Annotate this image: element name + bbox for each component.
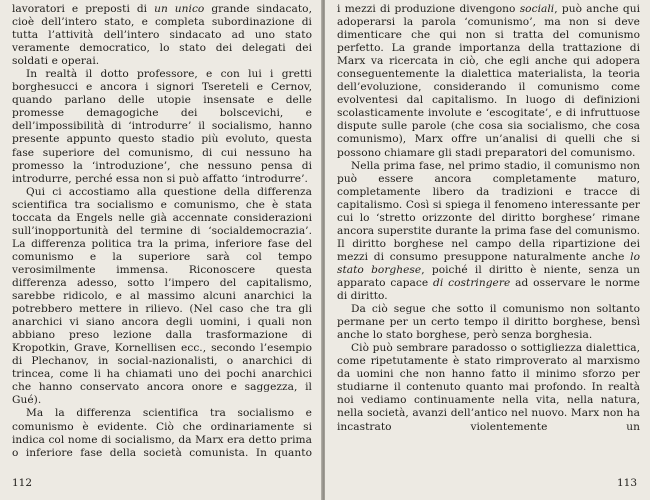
text-run: In realtà il dotto professore, e con lui i gretti borghesucci e ancora i signori Tsereteli e Cernov, quando parlano delle utopie insensate e delle promesse demagogiche dei bolscevichi, e dell’impossibilità di ‘introdurre’ il socialismo, hanno presente appunto questo stadio più evoluto, questa fase superiore del comunismo, di cui nessuno ha promesso la ‘introduzione’, che nessuno pensa di introdurre, perché essa non si può affatto ‘introdurre’.	[12, 68, 312, 185]
paragraph	[337, 160, 640, 304]
paragraph	[12, 407, 312, 459]
page-number-right: 113	[616, 477, 637, 489]
right-page-text	[337, 3, 640, 434]
text-run: Nella prima fase, nel primo stadio, il comunismo non può essere ancora completamente maturo, completamente libero da tradizioni e tracce di capitalismo. Così si spiega il fenomeno interessante per cui lo ‘stretto orizzonte del diritto borghese’ rimane ancora superstite durante la prima fase del comunismo. Il diritto borghese nel campo della ripartizione dei mezzi di consumo presuppone naturalmente anche	[337, 159, 640, 263]
text-run: , può anche qui adoperarsi la parola ‘comunismo’, ma non si deve dimenticare che qui non si tratta del comunismo perfetto. La grande importanza della trattazione di Marx va ricercata in ciò, che egli anche qui adopera conseguentemente la dialettica materialista, la teoria dell’evoluzione, considerando il comunismo come evolventesi dal capitalismo. In luogo di definizioni scolasticamente involute e ‘escogitate’, e di infruttuose dispute sulle parole (che cosa sia socialismo, che cosa comunismo), Marx offre un’analisi di quelli che si possono chiamare gli stadi preparatori del comunismo.	[337, 3, 640, 159]
paragraph	[337, 342, 640, 433]
text-run: ad osservare le norme di diritto.	[337, 276, 640, 303]
left-page-text	[12, 3, 312, 460]
text-run: Da ciò segue che sotto il comunismo non soltanto permane per un certo tempo il diritto borghese, bensì anche lo stato borghese, però senza borghesia.	[337, 303, 640, 342]
paragraph	[12, 68, 312, 185]
italic-text: lo stato borghese	[337, 250, 640, 276]
paragraph	[337, 3, 640, 160]
italic-text: di costringere	[433, 276, 511, 289]
text-run: i mezzi di produzione divengono	[337, 3, 520, 15]
right-page	[325, 0, 650, 500]
paragraph	[12, 3, 312, 68]
italic-text: sociali	[519, 3, 555, 15]
left-page	[0, 0, 322, 500]
text-run: , poiché il diritto è niente, senza un apparato capace	[337, 263, 640, 289]
paragraph	[12, 186, 312, 408]
page-number-left: 112	[12, 477, 33, 489]
text-run: Qui ci accostiamo alla questione della differenza scientifica tra socialismo e comunismo, che è stata toccata da Engels nelle già accennate considerazioni sull’inopportunità del termine di ‘socialdemocrazia’. La differenza politica tra la prima, inferiore fase del comunismo e la superiore sarà col tempo verosimilmente immensa. Riconoscere questa differenza adesso, sotto l’impero del capitalismo, sarebbe ridicolo, e al massimo alcuni anarchici la potrebbero mettere in rilievo. (Nel caso che tra gli anarchici vi siano ancora degli uomini, i quali non abbiano preso lezione dalla trasformazione di Kropotkin, Grave, Kornellisen ecc., secondo l’esempio di Plechanov, in social-nazionalisti, o anarchici di trincea, come li ha chiamati uno dei pochi anarchici che hanno conservato ancora onore e saggezza, il Gué).	[12, 185, 312, 407]
paragraph	[337, 303, 640, 342]
text-run: Ciò può sembrare paradosso o sottigliezza dialettica, come ripetutamente è stato rimproverato al marxismo da uomini che non hanno fatto il minimo sforzo per studiarne il contenuto quanto mai profondo. In realtà noi vediamo continuamente nella vita, nella natura, nella società, avanzi dell’antico nel nuovo. Marx non ha incastrato violentemente un	[337, 342, 640, 433]
text-run: Ma la differenza scientifica tra socialismo e comunismo è evidente. Ciò che ordinariamente si indica col nome di socialismo, da Marx era detto prima o inferiore fase della società comunista. In quanto	[12, 407, 312, 459]
text-run: grande sindacato, cioè dell’intero stato, e completa subordinazione di tutta l’attività dell’intero sindacato ad uno stato veramente democratico, lo stato dei delegati dei soldati e operai.	[12, 3, 312, 68]
italic-text: un unico	[154, 3, 205, 15]
text-run: lavoratori e preposti di	[12, 3, 155, 15]
